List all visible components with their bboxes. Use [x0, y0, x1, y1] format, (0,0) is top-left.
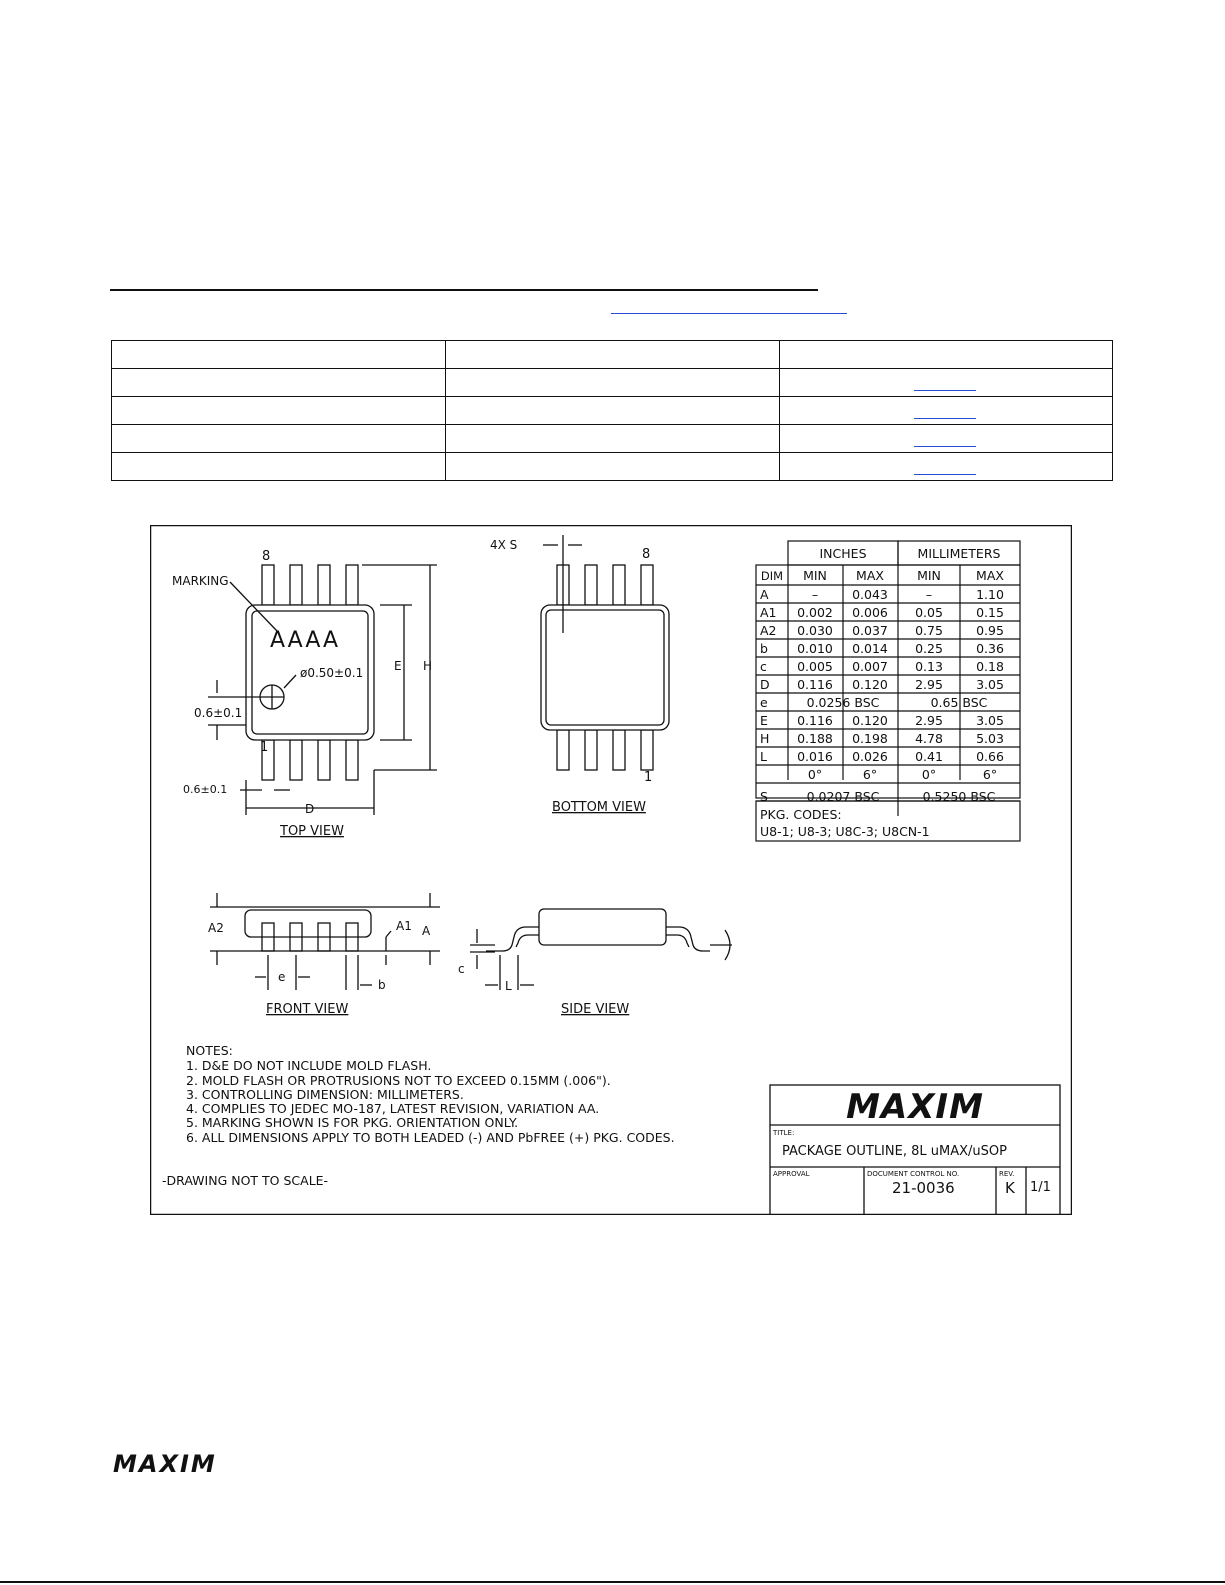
section-rule	[110, 289, 818, 291]
svg-text:MAXIM: MAXIM	[846, 1087, 984, 1127]
table-cell: 0.030	[797, 623, 833, 638]
package-outline-drawing	[150, 525, 1072, 1215]
side-view-caption: SIDE VIEW	[561, 1002, 630, 1017]
land-pattern-link[interactable]	[780, 369, 1113, 397]
table-cell: 0.65 BSC	[930, 695, 988, 710]
table-cell: 0.95	[976, 623, 1004, 638]
drawing-title: PACKAGE OUTLINE, 8L uMAX/uSOP	[782, 1144, 1007, 1159]
front-view-caption: FRONT VIEW	[266, 1002, 349, 1017]
note-line: 3. CONTROLLING DIMENSION: MILLIMETERS.	[186, 1087, 464, 1102]
table-cell: 0.25	[915, 641, 943, 656]
dim-label: A1	[760, 605, 777, 620]
table-cell: 1.10	[976, 587, 1004, 602]
dim-label: H	[760, 731, 770, 746]
column-header: DIM	[760, 569, 784, 583]
note-line: 5. MARKING SHOWN IS FOR PKG. ORIENTATION ONLY.	[186, 1115, 519, 1130]
table-cell: 0.037	[852, 623, 888, 638]
land-pattern-link[interactable]	[780, 397, 1113, 425]
side-dimension: 0.6±0.1	[194, 706, 243, 720]
table-cell: –	[925, 587, 933, 602]
millimeters-header: MILLIMETERS	[917, 546, 1001, 561]
dim-label: S	[760, 789, 768, 804]
table-cell: 0.010	[797, 641, 833, 656]
table-cell: 2.95	[915, 713, 943, 728]
dim-d-label: D	[305, 802, 315, 816]
a-label: A	[422, 924, 431, 938]
table-cell: 0.41	[915, 749, 943, 764]
dim-h-label: H	[423, 659, 433, 673]
bottom-pin-8-label: 8	[642, 547, 651, 562]
land-pattern-link[interactable]	[780, 425, 1113, 453]
table-cell: 0.75	[915, 623, 943, 638]
table-cell: 0.0207 BSC	[806, 789, 880, 804]
notes	[186, 1043, 675, 1145]
table-cell: 0.007	[852, 659, 888, 674]
note-line: 4. COMPLIES TO JEDEC MO-187, LATEST REVISION, VARIATION AA.	[186, 1101, 600, 1116]
package-info-table	[111, 340, 1113, 481]
table-row	[112, 397, 1113, 425]
marking-text: AAAA	[270, 628, 341, 653]
pin-1-label: 1	[260, 740, 269, 755]
svg-text:MAXIM: MAXIM	[113, 1452, 217, 1476]
table-cell: 0.116	[797, 677, 833, 692]
table-cell: 0.198	[852, 731, 888, 746]
pin-8-label: 8	[262, 549, 271, 564]
dim-label: b	[760, 641, 768, 656]
note-line: NOTES:	[186, 1043, 233, 1058]
table-cell: 0.120	[852, 713, 888, 728]
table-cell: 0.0256 BSC	[806, 695, 880, 710]
dim-e-label: E	[394, 659, 402, 673]
table-row	[112, 341, 1113, 369]
bottom-view	[541, 535, 669, 770]
table-cell: 0.13	[915, 659, 943, 674]
rev-label: REV.	[999, 1170, 1015, 1178]
not-to-scale-note: -DRAWING NOT TO SCALE-	[162, 1173, 329, 1188]
note-line: 6. ALL DIMENSIONS APPLY TO BOTH LEADED (-) AND PbFREE (+) PKG. CODES.	[186, 1130, 675, 1145]
table-cell: 3.05	[976, 677, 1004, 692]
dim-label: A2	[760, 623, 777, 638]
doc-control-label: DOCUMENT CONTROL NO.	[867, 1170, 960, 1178]
maxim-footer-logo	[113, 1452, 258, 1476]
c-label: c	[458, 962, 465, 976]
column-header: MIN	[917, 568, 941, 583]
table-cell: 0.120	[852, 677, 888, 692]
column-header: MAX	[976, 568, 1004, 583]
table-row	[112, 425, 1113, 453]
table-cell: 0.116	[797, 713, 833, 728]
table-cell: 0°	[807, 767, 823, 782]
table-cell: 0.016	[797, 749, 833, 764]
table-row	[112, 369, 1113, 397]
inches-header: INCHES	[819, 546, 867, 561]
maxim-logo	[846, 1087, 984, 1127]
table-cell: 0.5250 BSC	[922, 789, 996, 804]
table-cell: –	[811, 587, 819, 602]
bottom-pin-1-label: 1	[644, 770, 653, 785]
dim-label: E	[760, 713, 768, 728]
pkg-codes: U8-1; U8-3; U8C-3; U8CN-1	[760, 824, 930, 839]
e-pitch-label: e	[278, 970, 286, 984]
table-cell: 0.05	[915, 605, 943, 620]
dim-label: L	[760, 749, 767, 764]
table-cell: 0.043	[852, 587, 888, 602]
table-cell: 0.002	[797, 605, 833, 620]
front-view	[210, 893, 440, 990]
dim-label: c	[760, 659, 767, 674]
a1-label: A1	[396, 919, 412, 933]
table-cell: 0°	[921, 767, 937, 782]
title-label: TITLE:	[773, 1129, 795, 1137]
page-bottom-rule	[0, 1581, 1225, 1583]
land-pattern-link[interactable]	[780, 453, 1113, 481]
table-cell: 3.05	[976, 713, 1004, 728]
top-view-caption: TOP VIEW	[280, 824, 344, 839]
table-cell: 4.78	[915, 731, 943, 746]
a2-label: A2	[208, 921, 224, 935]
dim-label: D	[760, 677, 770, 692]
dim-label: e	[760, 695, 768, 710]
table-cell: 2.95	[915, 677, 943, 692]
marking-label: MARKING	[172, 574, 229, 588]
sheet-number: 1/1	[1030, 1180, 1051, 1195]
bottom-view-caption: BOTTOM VIEW	[552, 800, 646, 815]
table-cell: 0.014	[852, 641, 888, 656]
table-cell: 0.36	[976, 641, 1004, 656]
table-row	[112, 453, 1113, 481]
table-cell: 6°	[982, 767, 998, 782]
pin-dimension: 0.6±0.1	[183, 783, 228, 796]
table-cell: 6°	[862, 767, 878, 782]
table-cell: 0.15	[976, 605, 1004, 620]
dim-label: A	[760, 587, 769, 602]
l-label: L	[505, 979, 512, 993]
pkg-codes-label: PKG. CODES:	[760, 807, 842, 822]
note-line: 1. D&E DO NOT INCLUDE MOLD FLASH.	[186, 1058, 432, 1073]
table-cell: 0.005	[797, 659, 833, 674]
table-cell: 0.006	[852, 605, 888, 620]
table-cell: 0.66	[976, 749, 1004, 764]
note-line: 2. MOLD FLASH OR PROTRUSIONS NOT TO EXCEED 0.15MM (.006").	[186, 1073, 611, 1088]
column-header: MAX	[856, 568, 884, 583]
revision: K	[1005, 1179, 1015, 1197]
s-dimension-label: 4X S	[490, 538, 518, 552]
table-cell: 0.188	[797, 731, 833, 746]
approval-label: APPROVAL	[773, 1170, 810, 1178]
top-view	[208, 565, 437, 815]
table-cell: 0.18	[976, 659, 1004, 674]
doc-control-number: 21-0036	[892, 1179, 955, 1197]
side-view	[470, 909, 732, 990]
web-link[interactable]	[611, 313, 847, 314]
b-label: b	[378, 978, 386, 992]
column-header: MIN	[803, 568, 827, 583]
hole-dimension: ø0.50±0.1	[300, 666, 364, 680]
table-cell: 0.026	[852, 749, 888, 764]
table-cell: 5.03	[976, 731, 1004, 746]
